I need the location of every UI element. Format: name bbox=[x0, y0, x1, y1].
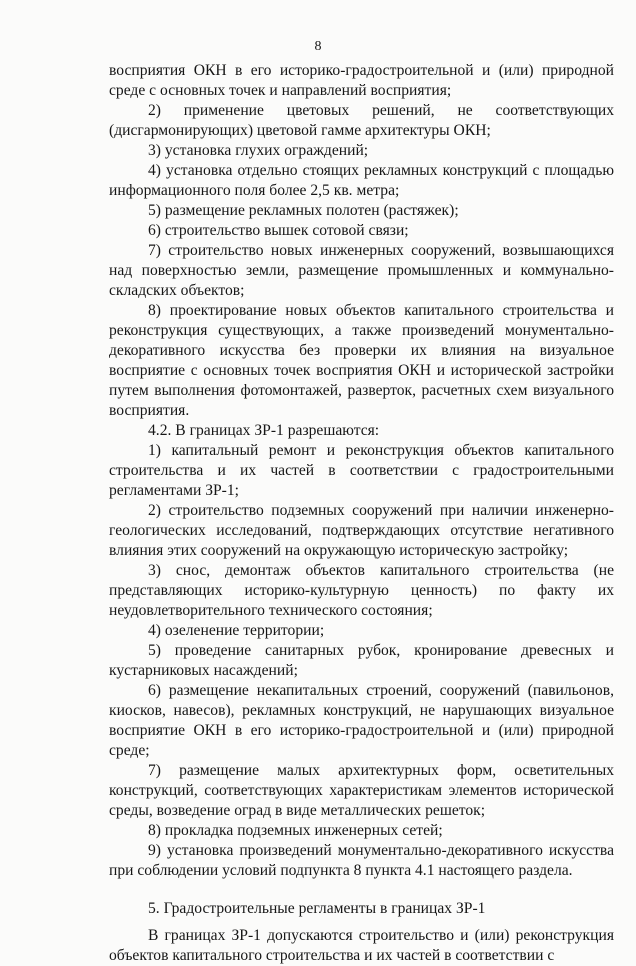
list-item-4-2-3: 3) снос, демонтаж объектов капитального строительства (не представляющих историко-культурную ценность) по факту их неудовлетворительного технического состояния; bbox=[109, 562, 614, 619]
list-item-4-1-2: 2) применение цветовых решений, не соответствующих (дисгармонирующих) цветовой гамме архитектуры ОКН; bbox=[109, 102, 614, 139]
clause-4-2-title: 4.2. В границах ЗР-1 разрешаются: bbox=[148, 422, 380, 439]
list-item-4-1-5: 5) размещение рекламных полотен (растяжек); bbox=[148, 202, 459, 219]
list-item-4-2-8: 8) прокладка подземных инженерных сетей; bbox=[148, 822, 443, 839]
list-item-4-1-6: 6) строительство вышек сотовой связи; bbox=[148, 222, 409, 239]
list-item-4-1-3: 3) установка глухих ограждений; bbox=[148, 142, 369, 159]
document-body bbox=[109, 61, 614, 966]
page-number: 8 bbox=[314, 39, 322, 54]
list-item-4-2-7: 7) размещение малых архитектурных форм, осветительных конструкций, соответствующих характеристикам элементов исторической среды, возведение оград в виде металлических решеток; bbox=[109, 762, 614, 819]
section-5-paragraph: В границах ЗР-1 допускаются строительство и (или) реконструкция объектов капитального строительства и их частей в соответствии с bbox=[109, 927, 614, 964]
list-item-4-2-6: 6) размещение некапитальных строений, сооружений (павильонов, киосков, навесов), рекламных конструкций, не нарушающих визуальное восприятие ОКН в его историко-градостроительной и (или) природной среде; bbox=[109, 682, 614, 759]
list-item-4-2-2: 2) строительство подземных сооружений при наличии инженерно-геологических исследований, подтверждающих отсутствие негативного влияния этих сооружений на окружающую историческую застройку; bbox=[109, 502, 614, 559]
list-item-4-2-9: 9) установка произведений монументально-декоративного искусства при соблюдении условий подпункта 8 пункта 4.1 настоящего раздела. bbox=[109, 842, 614, 879]
section-5-heading: 5. Градостроительные регламенты в границах ЗР-1 bbox=[148, 900, 486, 917]
list-item-4-2-5: 5) проведение санитарных рубок, кронирование древесных и кустарниковых насаждений; bbox=[109, 642, 614, 679]
list-item-4-2-4: 4) озеленение территории; bbox=[148, 622, 325, 639]
list-item-4-1-4: 4) установка отдельно стоящих рекламных конструкций с площадью информационного поля более 2,5 кв. метра; bbox=[109, 162, 614, 199]
list-item-4-2-1: 1) капитальный ремонт и реконструкция объектов капитального строительства и их частей в соответствии с градостроительными регламентами ЗР-1; bbox=[109, 442, 614, 499]
list-item-4-1-8: 8) проектирование новых объектов капитального строительства и реконструкция существующих, а также произведений монументально-декоративного искусства без проверки их влияния на визуальное восприятие с основных точек восприятия ОКН и исторической застройки путем выполнения фотомонтажей, разверток, расчетных схем визуального восприятия. bbox=[109, 302, 614, 419]
list-item-4-1-7: 7) строительство новых инженерных сооружений, возвышающихся над поверхностью земли, размещение промышленных и коммунально-складских объектов; bbox=[109, 242, 614, 299]
paragraph-continuation: восприятия ОКН в его историко-градостроительной и (или) природной среде с основных точек и направлений восприятия; bbox=[109, 62, 614, 99]
